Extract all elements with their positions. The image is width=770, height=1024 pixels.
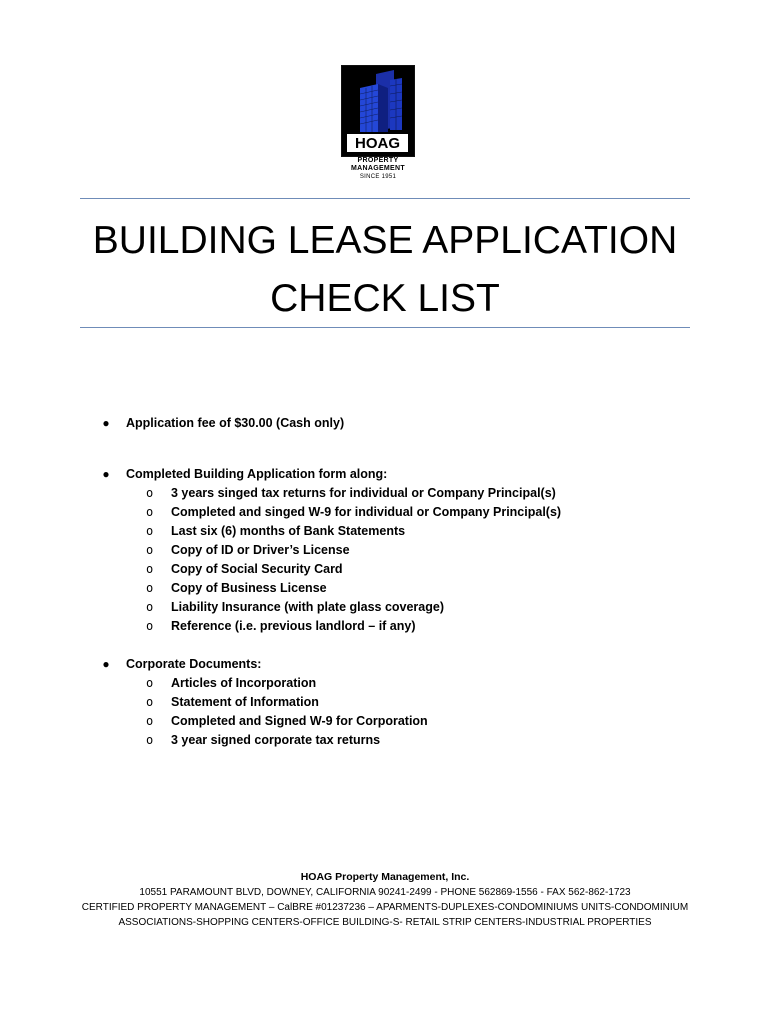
footer-address: 10551 PARAMOUNT BLVD, DOWNEY, CALIFORNIA 90241-2499 - PHONE 562869-1556 - FAX 562-862-1723 (139, 887, 631, 898)
logo-line-since: SINCE 1951 (359, 174, 397, 180)
subitem-label: Copy of Business License (171, 581, 327, 595)
subitem-business-license (100, 579, 700, 598)
checklist-item-label: Completed Building Application form along: (126, 467, 388, 481)
subitem-liability-insurance (100, 598, 700, 617)
subitem-label: Liability Insurance (with plate glass coverage) (171, 600, 444, 614)
application-subitems (100, 484, 700, 636)
subitem-statement-info (100, 693, 700, 712)
logo-wordmark: HOAG (355, 135, 400, 152)
subitem-tax-returns (100, 484, 700, 503)
subitem-label: Copy of Social Security Card (171, 562, 343, 576)
title-line-2: CHECK LIST (270, 277, 500, 320)
subitem-w9 (100, 503, 700, 522)
subitem-bank-statements (100, 522, 700, 541)
hoag-logo (341, 65, 415, 157)
circle-bullet-icon: o (146, 733, 154, 747)
subitem-label: Statement of Information (171, 695, 319, 709)
footer-company: HOAG Property Management, Inc. (300, 871, 470, 883)
title-line-1: BUILDING LEASE APPLICATION (92, 219, 678, 262)
subitem-label: Completed and Signed W-9 for Corporation (171, 714, 428, 728)
subitem-label: Last six (6) months of Bank Statements (171, 524, 406, 538)
subitem-ssn-card (100, 560, 700, 579)
subitem-label: Reference (i.e. previous landlord – if any) (171, 619, 416, 633)
corporate-subitems (100, 674, 700, 750)
circle-bullet-icon: o (146, 524, 154, 538)
subitem-articles (100, 674, 700, 693)
circle-bullet-icon: o (146, 600, 154, 614)
footer (60, 870, 710, 930)
circle-bullet-icon: o (146, 714, 154, 728)
circle-bullet-icon: o (146, 543, 154, 557)
circle-bullet-icon: o (146, 695, 154, 709)
bullet-icon: ● (102, 657, 110, 671)
checklist (100, 414, 700, 750)
subitem-reference (100, 617, 700, 636)
circle-bullet-icon: o (146, 619, 154, 633)
circle-bullet-icon: o (146, 505, 154, 519)
bottom-divider (80, 327, 690, 328)
subitem-corporate-w9 (100, 712, 700, 731)
circle-bullet-icon: o (146, 581, 154, 595)
bullet-icon: ● (102, 467, 110, 481)
page-title (80, 212, 690, 328)
logo-line-management: MANAGEMENT (351, 165, 405, 172)
building-logo-icon (342, 66, 413, 155)
subitem-label: Copy of ID or Driver’s License (171, 543, 350, 557)
subitem-label: 3 years singed tax returns for individual or Company Principal(s) (171, 486, 556, 500)
subitem-label: 3 year signed corporate tax returns (171, 733, 381, 747)
subitem-corporate-tax (100, 731, 700, 750)
circle-bullet-icon: o (146, 486, 154, 500)
bullet-icon: ● (102, 416, 110, 430)
footer-services-2: ASSOCIATIONS-SHOPPING CENTERS-OFFICE BUILDING-S- RETAIL STRIP CENTERS-INDUSTRIAL PROPERTIES (118, 917, 652, 928)
circle-bullet-icon: o (146, 562, 154, 576)
checklist-item-application (100, 465, 700, 636)
checklist-item-corporate (100, 655, 700, 750)
subitem-label: Completed and singed W-9 for individual or Company Principal(s) (171, 505, 562, 519)
checklist-item-label: Application fee of $30.00 (Cash only) (126, 416, 345, 430)
footer-services-1: CERTIFIED PROPERTY MANAGEMENT – CalBRE #01237236 – APARMENTS-DUPLEXES-CONDOMINIUMS UNITS-CONDOMINIUM (81, 902, 689, 913)
checklist-item-label: Corporate Documents: (126, 657, 262, 671)
circle-bullet-icon: o (146, 676, 154, 690)
top-divider (80, 198, 690, 199)
subitem-label: Articles of Incorporation (171, 676, 317, 690)
logo-caption (330, 157, 426, 181)
logo-line-property: PROPERTY (357, 157, 399, 164)
subitem-id (100, 541, 700, 560)
checklist-item-fee (100, 414, 700, 433)
